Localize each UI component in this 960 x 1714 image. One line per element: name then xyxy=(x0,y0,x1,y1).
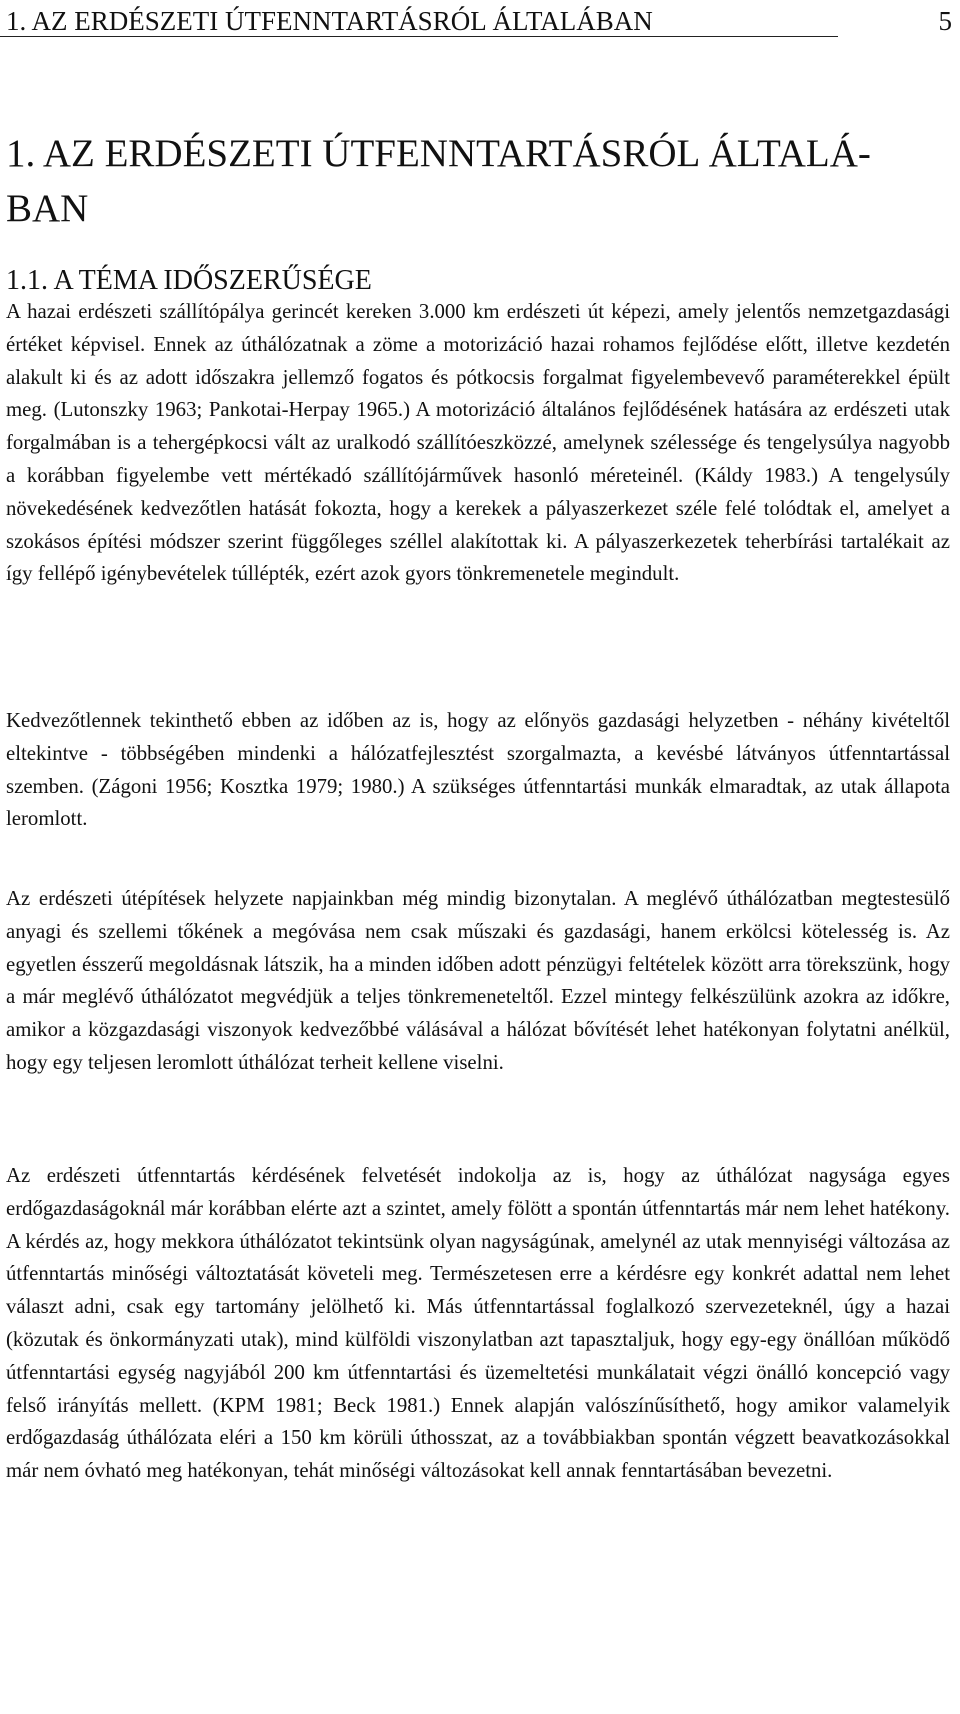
body-paragraph: Az erdészeti útépítések helyzete napjainkban még mindig bizonytalan. A meglévő úthálózatban megtestesülő anyagi és szellemi tőkének a megóvása nem csak műszaki és gazdasági, hanem erkölcsi kötelesség is. Az egyetlen ésszerű megoldásnak látszik, ha a minden időben adott pénzügyi feltételek között arra törekszünk, hogy a már meglévő úthálózatot megvédjük a teljes tönkremeneteltől. Ezzel mintegy felkészülünk azokra az időkre, amikor a közgazdasági viszonyok kedvezőbbé válásával a hálózat bővítését lehet hatékonyan folytatni anélkül, hogy egy teljesen leromlott úthálózat terheit kellene viselni. xyxy=(6,887,950,1074)
chapter-title-text: 1. AZ ERDÉSZETI ÚTFENNTARTÁSRÓL ÁLTALÁ-BAN xyxy=(6,132,871,230)
header-rule xyxy=(0,36,838,37)
body-paragraph: A hazai erdészeti szállítópálya gerincét kereken 3.000 km erdészeti út képezi, amely jelentős nemzetgazdasági értéket képvisel. Ennek az úthálózatnak a zöme a motorizáció hazai rohamos fejlődése előtt, illetve kezdetén alakult ki és az adott időszakra jellemző fogatos és pótkocsis forgalmat figyelembevevő paraméterekkel épült meg. (Lutonszky 1963; Pankotai-Herpay 1965.) A motorizáció általános fejlődésének hatására az erdészeti utak forgalmában is a tehergépkocsi vált az uralkodó szállítóeszközzé, amelynek szélessége és tengelysúlya nagyobb a korábban figyelembe vett mértékadó szállítójárművek hasonló méreteinél. (Káldy 1983.) A tengelysúly növekedésének kedvezőtlen hatását fokozta, hogy a kerekek a pályaszerkezet széle felé tolódtak el, amelyet a szokásos építési módszer szerint függőleges széllel alakítottak ki. A pályaszerkezetek teherbírási tartalékait az így fellépő igénybevételek túllépték, ezért azok gyors tönkremenetele megindult. xyxy=(6,300,950,586)
page-number: 5 xyxy=(938,6,952,36)
chapter-title xyxy=(6,126,906,236)
body-paragraph: Kedvezőtlennek tekinthető ebben az időben az is, hogy az előnyös gazdasági helyzetben - néhány kivételtől eltekintve - többségében mindenki a hálózatfejlesztést szorgalmazta, a kevésbé látványos útfenntartással szemben. (Zágoni 1956; Kosztka 1979; 1980.) A szükséges útfenntartási munkák elmaradtak, az utak állapota leromlott. xyxy=(6,709,950,831)
body-paragraph: Az erdészeti útfenntartás kérdésének felvetését indokolja az is, hogy az úthálózat nagysága egyes erdőgazdaságoknál már korábban elérte azt a szintet, amely fölött a spontán útfenntartás már nem lehet hatékony. A kérdés az, hogy mekkora úthálózatot tekintsünk olyan nagyságúnak, amelynél az utak mennyiségi változása az útfenntartás minőségi változtatását követeli meg. Természetesen erre a kérdésre egy konkrét adattal nem lehet választ adni, csak egy tartomány jelölhető ki. Más útfenntartással foglalkozó szervezeteknél, úgy a hazai (közutak és önkormányzati utak), mind külföldi viszonylatban azt tapasztaljuk, hogy egy-egy önállóan működő útfenntartási egység nagyjából 200 km útfenntartási és üzemeltetési munkálatait végzi önálló koncepció vagy felső irányítás mellett. (KPM 1981; Beck 1981.) Ennek alapján valószínűsíthető, hogy amikor valamelyik erdőgazdaság úthálózata eléri a 150 km körüli úthosszat, az a továbbiakban spontán végzett beavatkozásokkal már nem óvható meg hatékonyan, tehát minőségi változásokat kell annak fenntartásában bevezetni. xyxy=(6,1164,950,1483)
running-header-title: 1. AZ ERDÉSZETI ÚTFENNTARTÁSRÓL ÁLTALÁBAN xyxy=(6,6,653,36)
section-title: 1.1. A TÉMA IDŐSZERŰSÉGE xyxy=(6,265,372,296)
running-header xyxy=(6,4,952,38)
